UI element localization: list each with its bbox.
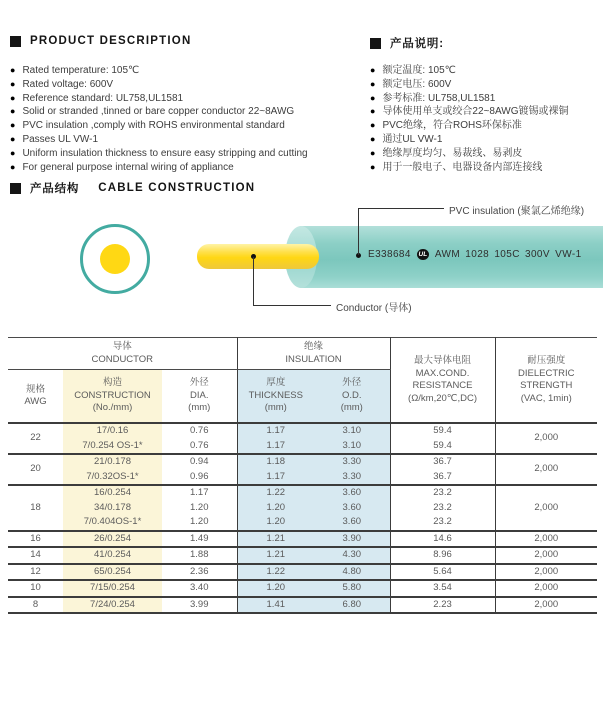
cable-spec-text: AWM 1028 105C 300V VW-1 — [434, 249, 582, 260]
insulation-label: PVC insulation (聚氯乙烯绝缘) — [449, 206, 585, 217]
product-description-header — [10, 35, 191, 47]
bullet-item — [10, 147, 308, 160]
cell-dia: 0.94 0.96 — [190, 456, 209, 482]
cert-number: E338684 — [368, 249, 411, 260]
conductor-callout-hline — [253, 305, 331, 306]
cell-awg: 8 — [32, 598, 39, 610]
cell-dielectric: 2,000 — [495, 423, 597, 454]
table-row — [8, 564, 597, 581]
dielectric-column-header: 耐压强度 DIELECTRIC STRENGTH (VAC, 1min) — [495, 338, 597, 424]
insulation-callout-hline — [358, 208, 444, 209]
cell-dia: 3.99 — [190, 598, 209, 610]
conductor-callout-vline — [253, 257, 254, 305]
bullet-text: 额定电压: 600V — [382, 78, 452, 90]
bullet-icon: ● — [10, 106, 16, 117]
bullet-item — [10, 133, 308, 146]
bullet-item — [370, 78, 568, 91]
cell-dielectric: 2,000 — [495, 597, 597, 614]
cell-thickness: 1.18 1.17 — [237, 454, 314, 485]
cell-dielectric: 2,000 — [495, 547, 597, 564]
cell-thickness: 1.20 — [237, 580, 314, 597]
spec-table — [8, 337, 597, 614]
bullet-icon: ● — [370, 147, 376, 158]
cell-awg: 12 — [30, 565, 41, 577]
bullet-item — [10, 92, 308, 105]
cell-od: 3.90 — [314, 531, 390, 548]
bullet-icon: ● — [370, 161, 376, 172]
product-description-zh-list — [370, 64, 568, 174]
cell-thickness: 1.22 — [237, 564, 314, 581]
bullet-icon: ● — [370, 78, 376, 89]
bullet-icon: ● — [370, 106, 376, 117]
bullet-item — [370, 147, 568, 160]
bullet-icon: ● — [10, 161, 16, 172]
bullet-icon: ● — [10, 133, 16, 144]
cell-construction: 17/0.16 7/0.254 OS-1* — [63, 423, 162, 454]
cable-print-text — [368, 249, 582, 260]
cell-thickness: 1.22 1.20 1.20 — [237, 485, 314, 531]
table-row — [8, 423, 597, 454]
bullet-icon: ● — [370, 92, 376, 103]
cell-resistance: 5.64 — [390, 564, 495, 581]
bullet-item — [10, 105, 308, 118]
cell-awg: 16 — [30, 532, 41, 544]
bullet-text: 用于一般电子、电器设备内部连接线 — [382, 161, 543, 173]
cell-resistance: 2.23 — [390, 597, 495, 614]
construction-column-header: 构造 CONSTRUCTION (No./mm) — [63, 370, 162, 424]
conductor-core-circle — [100, 244, 130, 274]
cell-dia: 3.40 — [190, 582, 209, 593]
bullet-item — [370, 161, 568, 174]
section-square-icon — [370, 38, 381, 49]
cell-construction: 41/0.254 — [63, 547, 162, 564]
bullet-text: 导体使用单支或绞合22~8AWG镀锡或裸铜 — [382, 106, 569, 118]
cell-thickness: 1.17 1.17 — [237, 423, 314, 454]
bullet-text: PVC绝缘，符合ROHS环保标准 — [382, 120, 522, 132]
bullet-text: 通过UL VW-1 — [382, 133, 443, 145]
product-description-title: PRODUCT DESCRIPTION — [30, 35, 192, 47]
cell-od: 3.60 3.60 3.60 — [314, 485, 390, 531]
bullet-item — [10, 119, 308, 132]
cable-construction-title-en: CABLE CONSTRUCTION — [98, 182, 256, 194]
bullet-item — [10, 161, 308, 174]
bullet-icon: ● — [10, 65, 16, 75]
cell-construction: 26/0.254 — [63, 531, 162, 548]
cell-thickness: 1.21 — [237, 531, 314, 548]
bullet-icon: ● — [370, 133, 376, 144]
cell-awg: 20 — [30, 463, 41, 475]
cell-dielectric: 2,000 — [495, 454, 597, 485]
cell-dielectric: 2,000 — [495, 485, 597, 531]
bullet-item — [370, 119, 568, 132]
resistance-column-header: 最大导体电阻 MAX.COND. RESISTANCE (Ω/km,20℃,DC) — [390, 338, 495, 424]
cell-thickness: 1.21 — [237, 547, 314, 564]
section-square-icon — [10, 36, 21, 47]
cell-awg: 10 — [30, 582, 41, 593]
table-row — [8, 531, 597, 548]
bullet-text: Rated temperature: 105℃ — [22, 65, 140, 76]
cell-awg: 22 — [30, 432, 41, 444]
conductor-group-header: 导体 CONDUCTOR — [8, 338, 237, 370]
bullet-text: 额定温度: 105℃ — [382, 65, 456, 76]
section-square-icon — [10, 183, 21, 194]
cell-resistance: 23.2 23.2 23.2 — [390, 485, 495, 531]
cell-dia: 0.76 0.76 — [190, 425, 209, 451]
cell-dia: 1.49 — [190, 532, 209, 544]
od-column-header: 外径 O.D. (mm) — [314, 370, 390, 424]
cell-resistance: 8.96 — [390, 547, 495, 564]
cell-dia: 1.88 — [190, 549, 209, 560]
table-row — [8, 580, 597, 597]
cell-thickness: 1.41 — [237, 597, 314, 614]
cell-od: 6.80 — [314, 597, 390, 614]
table-row — [8, 485, 597, 531]
conductor-rod — [197, 244, 319, 269]
product-description-zh-title: 产品说明: — [390, 38, 444, 50]
ul-mark-icon: UL — [418, 251, 428, 258]
cell-dielectric: 2,000 — [495, 564, 597, 581]
insulation-callout-vline — [358, 208, 359, 255]
bullet-icon: ● — [10, 92, 16, 103]
cell-awg: 18 — [30, 501, 41, 513]
thickness-column-header: 厚度 THICKNESS (mm) — [237, 370, 314, 424]
cell-od: 5.80 — [314, 580, 390, 597]
dia-column-header: 外径 DIA. (mm) — [162, 370, 237, 424]
cell-od: 4.80 — [314, 564, 390, 581]
cable-construction-title-zh: 产品结构 — [30, 183, 80, 195]
bullet-text: For general purpose internal wiring of appliance — [22, 161, 234, 173]
bullet-text: Rated voltage: 600V — [22, 78, 114, 90]
cable-cross-section — [80, 224, 150, 294]
table-row — [8, 597, 597, 614]
bullet-icon: ● — [10, 78, 16, 89]
cell-construction: 7/15/0.254 — [63, 580, 162, 597]
bullet-icon: ● — [10, 147, 16, 158]
bullet-item — [10, 78, 308, 91]
cell-construction: 16/0.254 34/0.178 7/0.404OS-1* — [63, 485, 162, 531]
bullet-item — [370, 92, 568, 105]
cell-dia: 1.17 1.20 1.20 — [190, 487, 209, 527]
cell-dia: 2.36 — [190, 565, 209, 577]
conductor-label: Conductor (导体) — [336, 303, 412, 314]
bullet-item — [370, 133, 568, 146]
cell-od: 3.10 3.10 — [314, 423, 390, 454]
awg-column-header: 规格 AWG — [8, 370, 63, 424]
bullet-text: Passes UL VW-1 — [22, 133, 99, 145]
spec-table-body — [8, 423, 597, 613]
bullet-icon: ● — [10, 120, 16, 131]
insulation-group-header: 绝缘 INSULATION — [237, 338, 390, 370]
cell-resistance: 14.6 — [390, 531, 495, 548]
product-description-list — [10, 64, 308, 174]
cell-dielectric: 2,000 — [495, 531, 597, 548]
table-row — [8, 547, 597, 564]
cell-resistance: 36.7 36.7 — [390, 454, 495, 485]
bullet-item — [370, 64, 568, 77]
cell-resistance: 59.4 59.4 — [390, 423, 495, 454]
bullet-text: Reference standard: UL758,UL1581 — [22, 92, 184, 104]
table-row — [8, 454, 597, 485]
cable-construction-header — [10, 180, 255, 196]
cell-resistance: 3.54 — [390, 580, 495, 597]
cell-od: 4.30 — [314, 547, 390, 564]
cell-construction: 7/24/0.254 — [63, 597, 162, 614]
cell-awg: 14 — [30, 549, 41, 560]
cell-od: 3.30 3.30 — [314, 454, 390, 485]
bullet-text: Solid or stranded ,tinned or bare copper conductor 22~8AWG — [22, 106, 295, 118]
bullet-text: 参考标准: UL758,UL1581 — [382, 92, 496, 104]
bullet-text: PVC insulation ,comply with ROHS environmental standard — [22, 120, 285, 132]
cell-construction: 65/0.254 — [63, 564, 162, 581]
cell-dielectric: 2,000 — [495, 580, 597, 597]
bullet-text: 绝缘厚度均匀、易裁线、易剥皮 — [382, 147, 523, 159]
cell-construction: 21/0.178 7/0.32OS-1* — [63, 454, 162, 485]
bullet-icon: ● — [370, 65, 376, 75]
product-description-zh-header — [370, 35, 444, 51]
bullet-item — [10, 64, 308, 77]
bullet-icon: ● — [370, 120, 376, 131]
bullet-item — [370, 105, 568, 118]
bullet-text: Uniform insulation thickness to ensure easy stripping and cutting — [22, 147, 308, 159]
